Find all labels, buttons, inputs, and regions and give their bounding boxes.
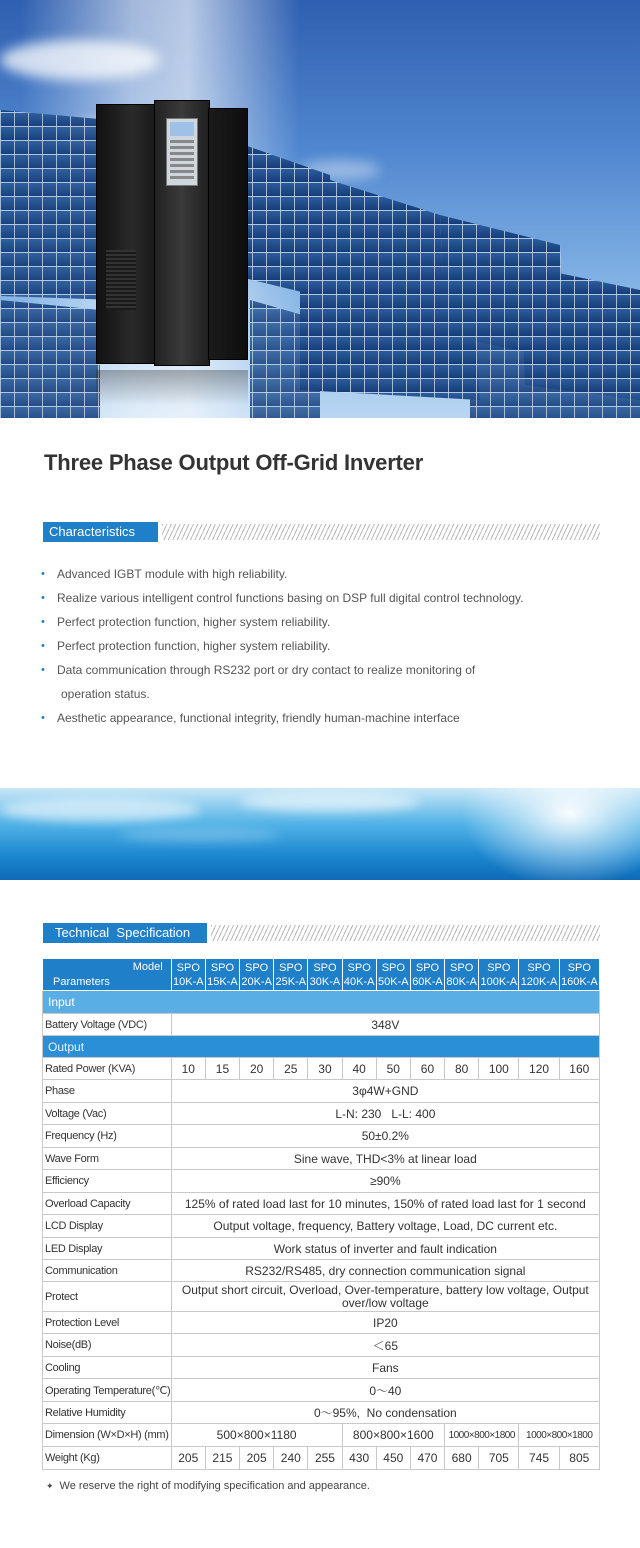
table-row [43, 1260, 600, 1282]
model-header: SPO 60K-A [410, 959, 444, 991]
param-value: 125% of rated load last for 10 minutes, 150% of rated load last for 1 second [171, 1193, 599, 1215]
param-value: 705 [479, 1447, 519, 1470]
param-value: 50±0.2% [171, 1125, 599, 1148]
param-value: 40 [342, 1058, 376, 1080]
param-value: 0～40 [171, 1379, 599, 1402]
cloud [0, 798, 200, 822]
characteristics-header [43, 522, 600, 542]
param-value: 60 [410, 1058, 444, 1080]
param-label: LCD Display [43, 1215, 172, 1238]
group-row-input [43, 991, 600, 1014]
technical-spec-heading: Technical Specification [43, 923, 207, 943]
list-item-continuation: operation status. [61, 687, 150, 701]
param-value: Output voltage, frequency, Battery voltage, Load, DC current etc. [171, 1215, 599, 1238]
param-label: Phase [43, 1080, 172, 1103]
param-label: Operating Temperature(℃) [43, 1379, 172, 1402]
hatch-divider [211, 925, 600, 941]
param-label: Frequency (Hz) [43, 1125, 172, 1148]
footnote [46, 1480, 370, 1492]
param-value: 805 [559, 1447, 599, 1470]
param-value: 30 [308, 1058, 342, 1080]
list-item: • Aesthetic appearance, functional integrity, friendly human-machine interface [41, 711, 460, 725]
param-value: 500×800×1180 [171, 1424, 342, 1447]
param-value: 3φ4W+GND [171, 1080, 599, 1103]
table-row [43, 1402, 600, 1424]
param-label: Efficiency [43, 1170, 172, 1193]
param-value: 20 [240, 1058, 274, 1080]
characteristics-heading: Characteristics [43, 522, 158, 542]
param-value: 430 [342, 1447, 376, 1470]
param-value: 348V [171, 1014, 599, 1036]
param-value: ≥90% [171, 1170, 599, 1193]
param-value: 10 [171, 1058, 205, 1080]
model-header: SPO 20K-A [240, 959, 274, 991]
param-value: 745 [519, 1447, 559, 1470]
table-row [43, 1334, 600, 1357]
param-value: 680 [445, 1447, 479, 1470]
corner-cell: Model Parameters [43, 959, 172, 991]
param-value: Fans [171, 1357, 599, 1379]
star-icon: ✦ [46, 1481, 54, 1491]
sky-banner [0, 788, 640, 880]
param-value: Output short circuit, Overload, Over-temperature, battery low voltage, Output over/low voltage [171, 1282, 599, 1312]
table-row [43, 1215, 600, 1238]
table-row [43, 1379, 600, 1402]
model-header: SPO 25K-A [274, 959, 308, 991]
model-header: SPO 120K-A [519, 959, 559, 991]
param-label: LED Display [43, 1238, 172, 1260]
list-item: • Perfect protection function, higher system reliability. [41, 615, 331, 629]
param-value: IP20 [171, 1312, 599, 1334]
table-row [43, 1357, 600, 1379]
param-value: 1000×800×1800 [519, 1424, 600, 1447]
table-row [43, 1058, 600, 1080]
param-value: 255 [308, 1447, 342, 1470]
table-row [43, 1282, 600, 1312]
page-title: Three Phase Output Off-Grid Inverter [44, 450, 424, 475]
model-header: SPO 160K-A [559, 959, 599, 991]
model-header: SPO 15K-A [205, 959, 239, 991]
param-label: Dimension (W×D×H) (mm) [43, 1424, 172, 1447]
param-value: ＜65 [171, 1334, 599, 1357]
inverter-cabinet-image [96, 100, 248, 368]
model-header: SPO 80K-A [445, 959, 479, 991]
param-value: Sine wave, THD<3% at linear load [171, 1148, 599, 1170]
param-value: 120 [519, 1058, 559, 1080]
param-value: 240 [274, 1447, 308, 1470]
param-label: Relative Humidity [43, 1402, 172, 1424]
param-label: Battery Voltage (VDC) [43, 1014, 172, 1036]
table-row [43, 1014, 600, 1036]
list-item: • Perfect protection function, higher system reliability. [41, 639, 331, 653]
model-header: SPO 50K-A [376, 959, 410, 991]
footnote-text: We reserve the right of modifying specification and appearance. [59, 1480, 370, 1492]
cabinet-reflection [96, 370, 248, 406]
table-row [43, 1193, 600, 1215]
cloud [240, 792, 420, 812]
table-header-row [43, 959, 600, 991]
table-row [43, 1238, 600, 1260]
param-label: Voltage (Vac) [43, 1103, 172, 1125]
table-row [43, 1103, 600, 1125]
table-row [43, 1148, 600, 1170]
param-value: RS232/RS485, dry connection communication signal [171, 1260, 599, 1282]
characteristics-list [40, 562, 620, 730]
param-value: 215 [205, 1447, 239, 1470]
param-label: Overload Capacity [43, 1193, 172, 1215]
param-label: Cooling [43, 1357, 172, 1379]
param-label: Rated Power (KVA) [43, 1058, 172, 1080]
param-label: Communication [43, 1260, 172, 1282]
param-label: Noise(dB) [43, 1334, 172, 1357]
group-row-output [43, 1036, 600, 1058]
list-item: • Data communication through RS232 port or dry contact to realize monitoring of [41, 663, 476, 677]
param-value: 0～95%, No condensation [171, 1402, 599, 1424]
param-value: 50 [376, 1058, 410, 1080]
list-item: • Realize various intelligent control functions basing on DSP full digital control technology. [41, 591, 524, 605]
param-value: 205 [240, 1447, 274, 1470]
table-row [43, 1447, 600, 1470]
param-value: Work status of inverter and fault indication [171, 1238, 599, 1260]
sun-glow [460, 788, 640, 880]
model-header: SPO 30K-A [308, 959, 342, 991]
group-label: Output [43, 1036, 600, 1058]
group-label: Input [43, 991, 600, 1014]
param-label: Protect [43, 1282, 172, 1312]
param-value: 25 [274, 1058, 308, 1080]
table-row [43, 1080, 600, 1103]
param-value: 205 [171, 1447, 205, 1470]
param-value: L-N: 230 L-L: 400 [171, 1103, 599, 1125]
param-value: 80 [445, 1058, 479, 1080]
hatch-divider [162, 524, 600, 540]
cloud [120, 828, 280, 842]
param-value: 800×800×1600 [342, 1424, 445, 1447]
table-row [43, 1170, 600, 1193]
param-value: 15 [205, 1058, 239, 1080]
technical-spec-header [43, 923, 600, 943]
model-header: SPO 100K-A [479, 959, 519, 991]
param-value: 1000×800×1800 [445, 1424, 519, 1447]
table-row [43, 1125, 600, 1148]
param-value: 160 [559, 1058, 599, 1080]
model-header: SPO 40K-A [342, 959, 376, 991]
list-item: • Advanced IGBT module with high reliability. [41, 567, 288, 581]
param-label: Protection Level [43, 1312, 172, 1334]
param-label: Wave Form [43, 1148, 172, 1170]
model-header: SPO 10K-A [171, 959, 205, 991]
table-row [43, 1312, 600, 1334]
hero-banner [0, 0, 640, 418]
param-label: Weight (Kg) [43, 1447, 172, 1470]
param-value: 470 [410, 1447, 444, 1470]
param-value: 100 [479, 1058, 519, 1080]
spec-table [42, 958, 600, 1470]
param-value: 450 [376, 1447, 410, 1470]
table-row [43, 1424, 600, 1447]
